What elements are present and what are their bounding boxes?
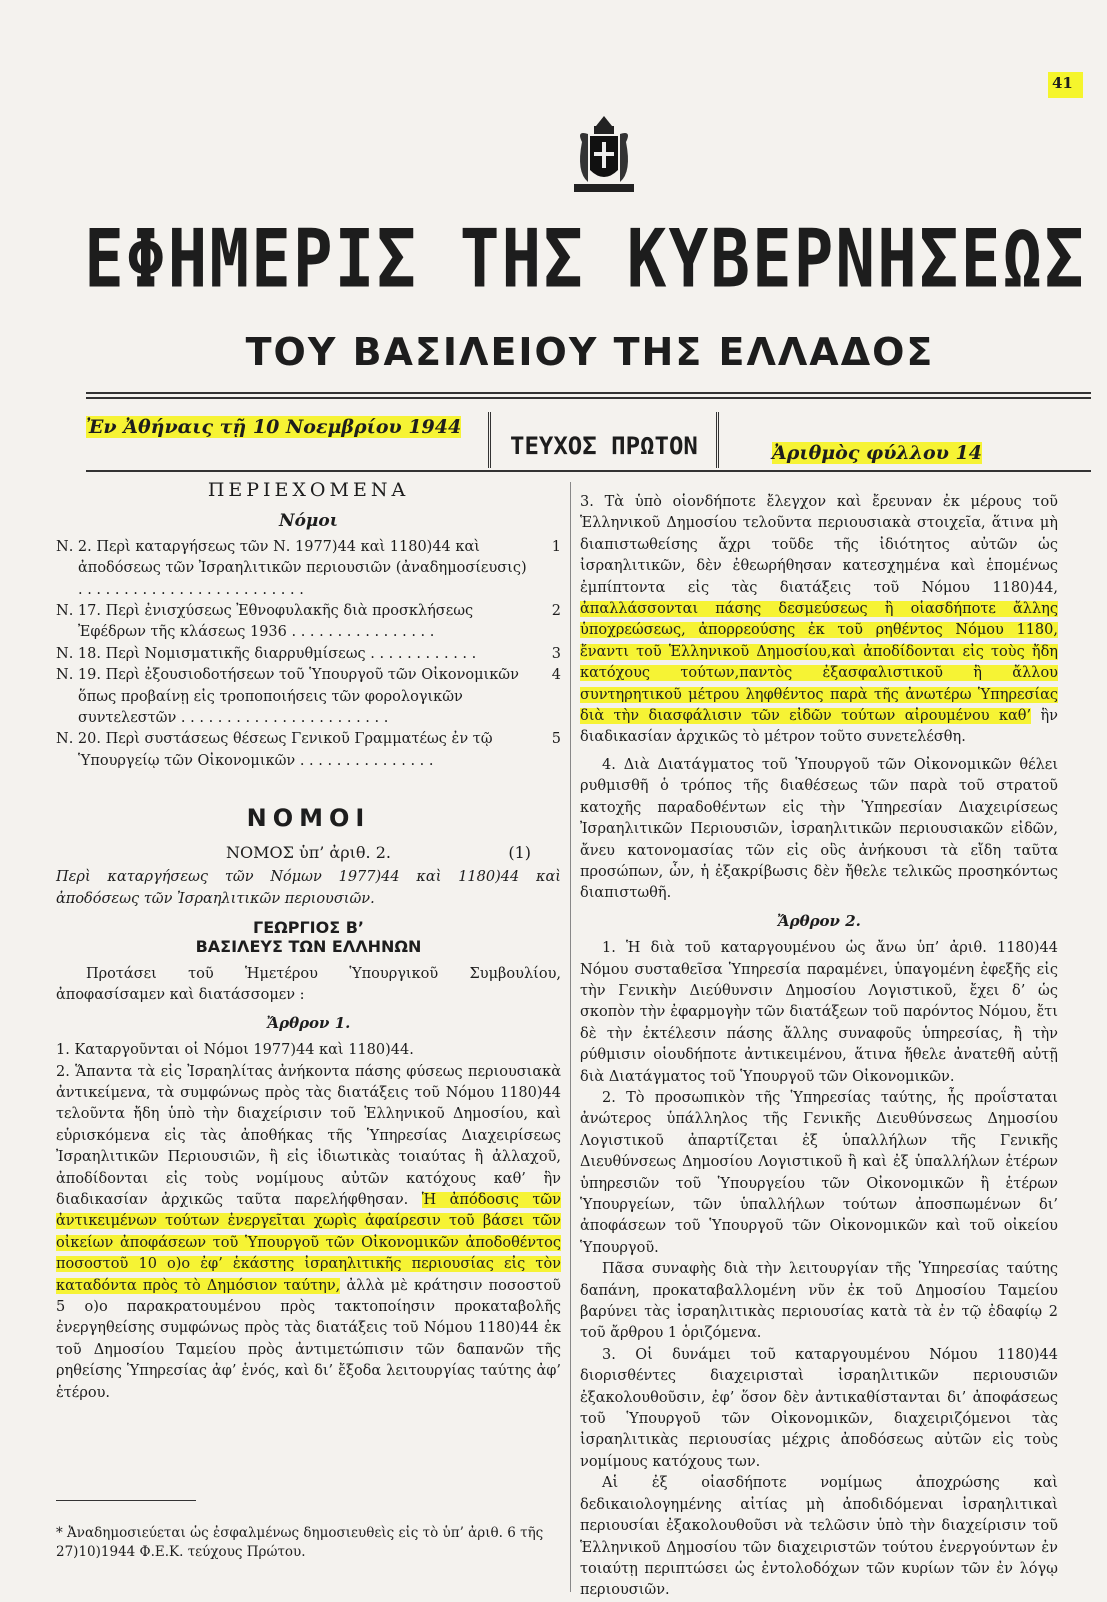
header-rule-bottom [86,470,1091,472]
gazette-title: ΕΦΗΜΕΡΙΣ ΤΗΣ ΚΥΒΕΡΝΗΣΕΩΣ [84,212,1086,306]
article-1-para-2-highlight: Ἡ ἀπόδοσις τῶν ἀντικειμένων τούτων ἐνεργεῖται χωρὶς ἀφαίρεσιν τοῦ βάσει τῶν οἰκείων ἀποφάσεων τοῦ Ὑπουργοῦ τῶν Οἰκονομικῶν ἀποδοθέντος ποσοστοῦ 10 ο)ο ἐφ’ ἑκάστης ἰσραηλιτικῆς περιουσίας εἰς τὸν καταδόντα πρὸς τὸ Δημόσιον ταύτην, [56,1191,561,1294]
laws-section-heading: ΝΟΜΟΙ [246,804,371,833]
toc-item [56,665,561,729]
article-2-para-2: 2. Τὸ προσωπικὸν τῆς Ὑπηρεσίας ταύτης, ἧς προΐσταται ἀνώτερος ὑπάλληλος τῆς Γενικῆς Διευθύνσεως Δημοσίου Λογιστικοῦ ἀπαρτίζεται ἐξ ὑπαλλήλων τῆς Γενικῆς Διευθύνσεως Δημοσίου Λογιστικοῦ ἢ καὶ ἐξ ὑπαλλήλων ἑτέρων ὑπηρεσιῶν τοῦ Ὑπουργείου τῶν Οἰκονομικῶν ἢ ἑτέρων Ὑπουργείων, τῶν ὑπαλλήλων τούτων ἀποσπωμένων δι’ ἀποφάσεων τοῦ Ὑπουργοῦ τῶν Οἰκονομικῶν καὶ τοῦ οἰκείου Ὑπουργοῦ. [580,1089,1058,1256]
issue-series: ΤΕΥΧΟΣ ΠΡΩΤΟΝ [510,432,698,460]
issue-sheet-text: Ἀριθμὸς φύλλου 14 [772,442,982,464]
footnote-rule [56,1500,196,1501]
issue-date-text: Ἐν Ἀθήναις τῇ 10 Νοεμβρίου 1944 [86,416,462,438]
left-column [56,478,561,1404]
toc-item-page: 2 [551,603,561,620]
toc-item-text: Ν. 18. Περὶ Νομισματικῆς διαρρυθμίσεως . . . . . . . . . . . . [56,645,477,662]
footnote: * Ἀναδημοσιεύεται ὡς ἐσφαλμένως δημοσιευθεὶς εἰς τὸ ὑπ’ ἀριθ. 6 τῆς 27)10)1944 Φ.Ε.Κ. τεύχους Πρώτου. [56,1524,544,1560]
page-number: 41 [1048,72,1083,98]
article-1-para-2-text: 2. Ἅπαντα τὰ εἰς Ἰσραηλίτας ἀνήκοντα πάσης φύσεως περιουσιακὰ ἀντικείμενα, τὰ συμφώνως πρὸς τὰς διατάξεις τοῦ Νόμου 1180)44 τελοῦντα ἤδη ὑπὸ τὴν διαχείρισιν τοῦ Ἑλληνικοῦ Δημοσίου, καὶ εὑρισκόμενα εἰς τὰς ἀποθήκας τῆς Ὑπηρεσίας Διαχειρίσεως Ἰσραηλιτικῶν Περιουσιῶν, ἢ εἰς ἰδιωτικὰς τοιαύτας ἢ ἀλλαχοῦ, ἀποδίδονται εἰς τοὺς νομίμους αὐτῶν κατόχους καθ’ ἣν διαδικασίαν ἀρχικῶς ταῦτα παρελήφθησαν. [56,1063,561,1208]
toc-item-page: 3 [551,645,561,662]
column-divider [570,482,571,1592]
article-1-para-3 [580,492,1058,749]
royal-crest-icon [566,112,642,198]
preamble: Προτάσει τοῦ Ἡμετέρου Ὑπουργικοῦ Συμβουλίου, ἀποφασίσαμεν καὶ διατάσσομεν : [56,965,561,1004]
king-title: ΒΑΣΙΛΕΥΣ ΤΩΝ ΕΛΛΗΝΩΝ [195,936,422,956]
article-2-para-2b: Πᾶσα συναφὴς διὰ τὴν λειτουργίαν τῆς Ὑπηρεσίας ταύτης δαπάνη, προκαταβαλλομένη νῦν ἐκ τοῦ Δημοσίου Ταμείου βαρύνει τὰς ἰσραηλιτικὰς περιουσίας κατὰ τὰ ἐν τῷ ἐδαφίῳ 2 τοῦ ἄρθρου 1 ὁριζόμενα. [580,1261,1058,1342]
toc-item-text: Ν. 20. Περὶ συστάσεως θέσεως Γενικοῦ Γραμματέως ἐν τῷ Ὑπουργείῳ τῶν Οἰκονομικῶν . . . . . . . . . . . . . . . [56,731,493,769]
article-1-para-4: 4. Διὰ Διατάγματος τοῦ Ὑπουργοῦ τῶν Οἰκονομικῶν θέλει ρυθμισθῆ ὁ τρόπος τῆς διαθέσεως τῶν παρὰ τοῦ στρατοῦ κατοχῆς παραδοθέντων εἰς τὴν Ὑπηρεσίαν Διαχειρίσεως Ἰσραηλιτικῶν Περιουσιῶν, ἰσραηλιτικῶν περιουσιακῶν εἰδῶν, ἄνευ κατονομασίας τῶν εἰς οὓς ἀνήκουσι τὰ εἴδη ταῦτα προσώπων, ὧν, ἡ ἐξακρίβωσις δὲν ἤθελε τελικῶς προσηκόντως διαπιστωθῆ. [580,756,1058,902]
header-rule-top-2 [86,397,1091,399]
toc-item-page: 1 [551,538,561,555]
toc-item [56,644,561,665]
toc-item-page: 4 [551,667,561,684]
article-1-title: Ἄρθρον 1. [266,1013,351,1032]
header-separator-right [716,412,719,468]
king-heading [56,918,561,956]
article-1-para-2 [56,1062,561,1405]
article-2-para-3: 3. Οἱ δυνάμει τοῦ καταργουμένου Νόμου 1180)44 διορισθέντες διαχειρισταὶ ἰσραηλιτικῶν περιουσιῶν ἐξακολουθοῦσιν, ἐφ’ ὅσον δὲν ἀντικαθίστανται δι’ ἀποφάσεως τοῦ Ὑπουργοῦ τῶν Οἰκονομικῶν, διαχειριζόμενοι τὰς ἰσραηλιτικὰς περιουσίας μέχρις ἀποδόσεως αὐτῶν εἰς τοὺς νομίμους κατόχους των. [580,1346,1058,1470]
law-number: ΝΟΜΟΣ ὑπ’ ἀριθ. 2. [226,842,391,862]
right-column [580,492,1058,1602]
article-2-para-1: 1. Ἡ διὰ τοῦ καταργουμένου ὡς ἄνω ὑπ’ ἀριθ. 1180)44 Νόμου συσταθεῖσα Ὑπηρεσία παραμένει, ὑπαγομένη ἐφεξῆς εἰς τὴν Γενικὴν Διεύθυνσιν Δημοσίου Λογιστικοῦ, ἔχει δ’ ὡς σκοπὸν τὴν ἐφαρμογὴν τῶν διατάξεων τοῦ παρόντος Νόμου, ἔτι δὲ τὴν ἐκτέλεσιν πάσης ἄλλης συναφοῦς ὑπηρεσίας, ἢ τὴν ρύθμισιν οἱουδήποτε ἀντικειμένου, ἅτινα ἤθελε ἀνατεθῆ αὐτῇ διὰ Διατάγματος τοῦ Ὑπουργοῦ τῶν Οἰκονομικῶν. [580,940,1058,1085]
contents-subheading: Νόμοι [279,511,338,532]
issue-sheet [772,442,982,464]
toc-item-text: Ν. 19. Περὶ ἐξουσιοδοτήσεων τοῦ Ὑπουργοῦ τῶν Οἰκονομικῶν ὅπως προβαίνῃ εἰς τροποποιήσεις τῶν φορολογικῶν συντελεστῶν . . . . . . . . . . . . . . . . . . . . . . . [56,667,519,727]
toc-item-page: 5 [551,731,561,748]
article-2-title: Ἄρθρον 2. [777,911,861,930]
toc-item [56,601,561,644]
toc-item-text: Ν. 2. Περὶ καταργήσεως τῶν Ν. 1977)44 καὶ 1180)44 καὶ ἀποδόσεως τῶν Ἰσραηλιτικῶν περιουσιῶν (ἀναδημοσίευσις) . . . . . . . . . . . . . . . . . . . . . . . . . [56,538,527,598]
article-1-para-1: 1. Καταργοῦνται οἱ Νόμοι 1977)44 καὶ 1180)44. [56,1042,414,1059]
law-subject: Περὶ καταργήσεως τῶν Νόμων 1977)44 καὶ 1180)44 καὶ ἀποδόσεως τῶν Ἰσραηλιτικῶν περιουσιῶν. [56,869,561,907]
article-1-para-3-tail: ἣν διαδικασίαν ἀρχικῶς τὸ μέτρον τοῦτο συνετελέσθη. [580,708,1058,746]
article-1-para-3-highlight: ἀπαλλάσσονται πάσης δεσμεύσεως ἢ οἱασδήποτε ἄλλης ὑποχρεώσεως, ἀπορρεούσης ἐκ τοῦ ρηθέντος Νόμου 1180, ἔναντι τοῦ Ἑλληνικοῦ Δημοσίου,καὶ ἀποδίδονται εἰς τοὺς ἤδη κατόχους τούτων,παντὸς ἐξασφαλιστικοῦ ἢ ἄλλου συντηρητικοῦ μέτρου ληφθέντος παρὰ τῆς ἀνωτέρω Ὑπηρεσίας διὰ τὴν διασφάλισιν τῶν εἰδῶν τούτων αἰρουμένου καθ’ [580,601,1058,725]
header-rule-top [86,392,1091,394]
toc-item [56,729,561,772]
article-1-para-3-text: 3. Τὰ ὑπὸ οἱονδήποτε ἔλεγχον καὶ ἔρευναν ἐκ μέρους τοῦ Ἑλληνικοῦ Δημοσίου τελοῦντα περιουσιακὰ στοιχεῖα, ἅτινα μὴ διαπιστωθείσης ἄχρι τοῦδε τῆς ἰδιότητος αὐτῶν ὡς ἰσραηλιτικῶν, δὲν ἐθεωρήθησαν κατεσχημένα καὶ ἑπομένως ἐμπίπτοντα εἰς τὰς διατάξεις τοῦ Νόμου 1180)44, [580,494,1058,596]
gazette-subtitle: ΤΟΥ ΒΑΣΙΛΕΙΟΥ ΤΗΣ ΕΛΛΑΔΟΣ [245,330,935,374]
king-name: ΓΕΩΡΓΙΟΣ Β’ [253,917,364,937]
contents-heading: ΠΕΡΙΕΧΟΜΕΝΑ [207,479,410,501]
toc-item [56,537,561,601]
issue-date [86,416,461,438]
law-footnote-mark: (1) [508,842,531,862]
toc-item-text: Ν. 17. Περὶ ἐνισχύσεως Ἐθνοφυλακῆς διὰ προσκλήσεως Ἐφέδρων τῆς κλάσεως 1936 . . . . . . . . . . . . . . . . [56,603,474,641]
header-separator-left [488,412,491,468]
law-number-line [56,842,561,863]
article-1-para-2-tail: ἀλλὰ μὲ κράτησιν ποσοστοῦ 5 ο)ο παρακρατουμένου πρὸς τακτοποίησιν προκαταβολῆς ἐνεργηθείσης συμφώνως πρὸς τὰς διατάξεις τοῦ Νόμου 1180)44 ἐκ τοῦ Δημοσίου Ταμείου πρὸς ἀντιμετώπισιν τῶν δαπανῶν τῆς ρηθείσης Ὑπηρεσίας ἀφ’ ἑνός, καὶ δι’ ἔξοδα λειτουργίας ταύτης ἀφ’ ἑτέρου. [56,1277,561,1401]
article-2-para-3b: Αἱ ἐξ οἱασδήποτε νομίμως ἀποχρώσης καὶ δεδικαιολογημένης αἰτίας μὴ ἀποδιδόμεναι ἰσραηλιτικαὶ περιουσίαι ἐξακολουθοῦσι νὰ τελῶσιν ὑπὸ τὴν διαχείρισιν τοῦ Ἑλληνικοῦ Δημοσίου τῶν διαχειριστῶν τούτου ἐνεργούντων ἐν τοιαύτῃ περιπτώσει ὡς ἐντολοδόχων τῶν κυρίων τῶν ἐν λόγῳ περιουσιῶν. [580,1475,1058,1599]
